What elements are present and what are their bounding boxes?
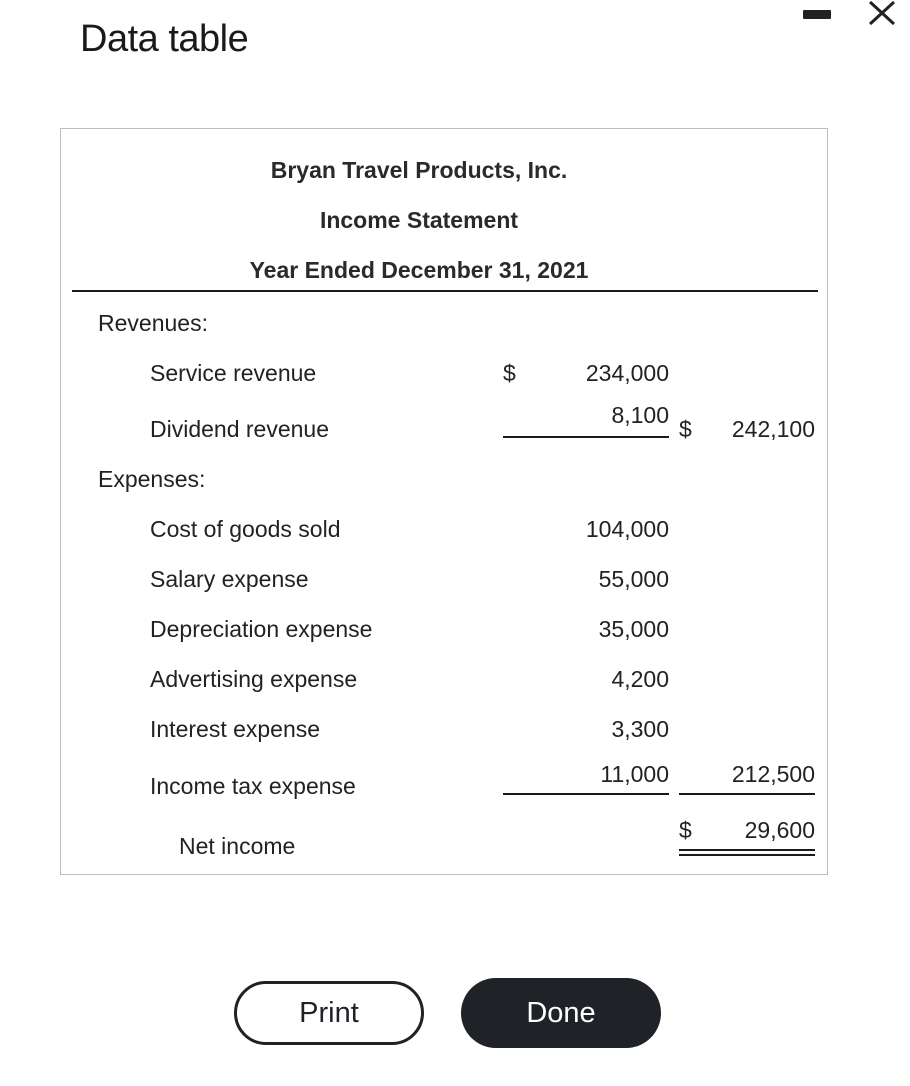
statement-name: Income Statement [319, 207, 519, 233]
header-rule [72, 290, 818, 292]
salary-expense-amount: 55,000 [598, 566, 669, 592]
service-revenue-dollar: $ [503, 360, 516, 386]
income-tax-expense-amount: 11,000 [600, 761, 669, 787]
cogs-label: Cost of goods sold [150, 516, 341, 542]
advertising-expense-amount: 4,200 [611, 666, 669, 692]
service-revenue-label: Service revenue [150, 360, 317, 386]
net-income-dollar: $ [679, 817, 692, 843]
revenues-total-dollar: $ [679, 416, 692, 442]
revenues-label: Revenues: [98, 310, 208, 336]
minimize-icon[interactable] [803, 10, 831, 19]
net-income-double-rule-bottom [679, 854, 815, 856]
advertising-expense-label: Advertising expense [150, 666, 358, 692]
net-income-double-rule-top [679, 849, 815, 851]
expenses-total-amount: 212,500 [731, 761, 815, 787]
depreciation-expense-label: Depreciation expense [150, 616, 373, 642]
net-income-label: Net income [179, 833, 296, 859]
expenses-label: Expenses: [98, 466, 206, 492]
salary-expense-label: Salary expense [150, 566, 309, 592]
revenues-subtotal-rule [503, 436, 669, 438]
print-button[interactable]: Print [234, 981, 424, 1045]
dividend-revenue-amount: 8,100 [611, 402, 669, 428]
depreciation-expense-amount: 35,000 [598, 616, 669, 642]
done-button[interactable]: Done [461, 978, 661, 1048]
dialog-title: Data table [80, 18, 249, 60]
cogs-amount: 104,000 [585, 516, 669, 542]
interest-expense-label: Interest expense [150, 716, 321, 742]
dividend-revenue-label: Dividend revenue [150, 416, 330, 442]
revenues-total-amount: 242,100 [731, 416, 815, 442]
service-revenue-amount: 234,000 [585, 360, 669, 386]
company-name: Bryan Travel Products, Inc. [270, 157, 568, 183]
income-tax-expense-label: Income tax expense [150, 773, 356, 799]
expenses-total-rule [679, 793, 815, 795]
expenses-subtotal-rule [503, 793, 669, 795]
close-icon[interactable] [867, 0, 897, 26]
net-income-amount: 29,600 [744, 817, 815, 843]
statement-period: Year Ended December 31, 2021 [249, 257, 589, 283]
income-statement-table [60, 128, 828, 875]
interest-expense-amount: 3,300 [611, 716, 669, 742]
